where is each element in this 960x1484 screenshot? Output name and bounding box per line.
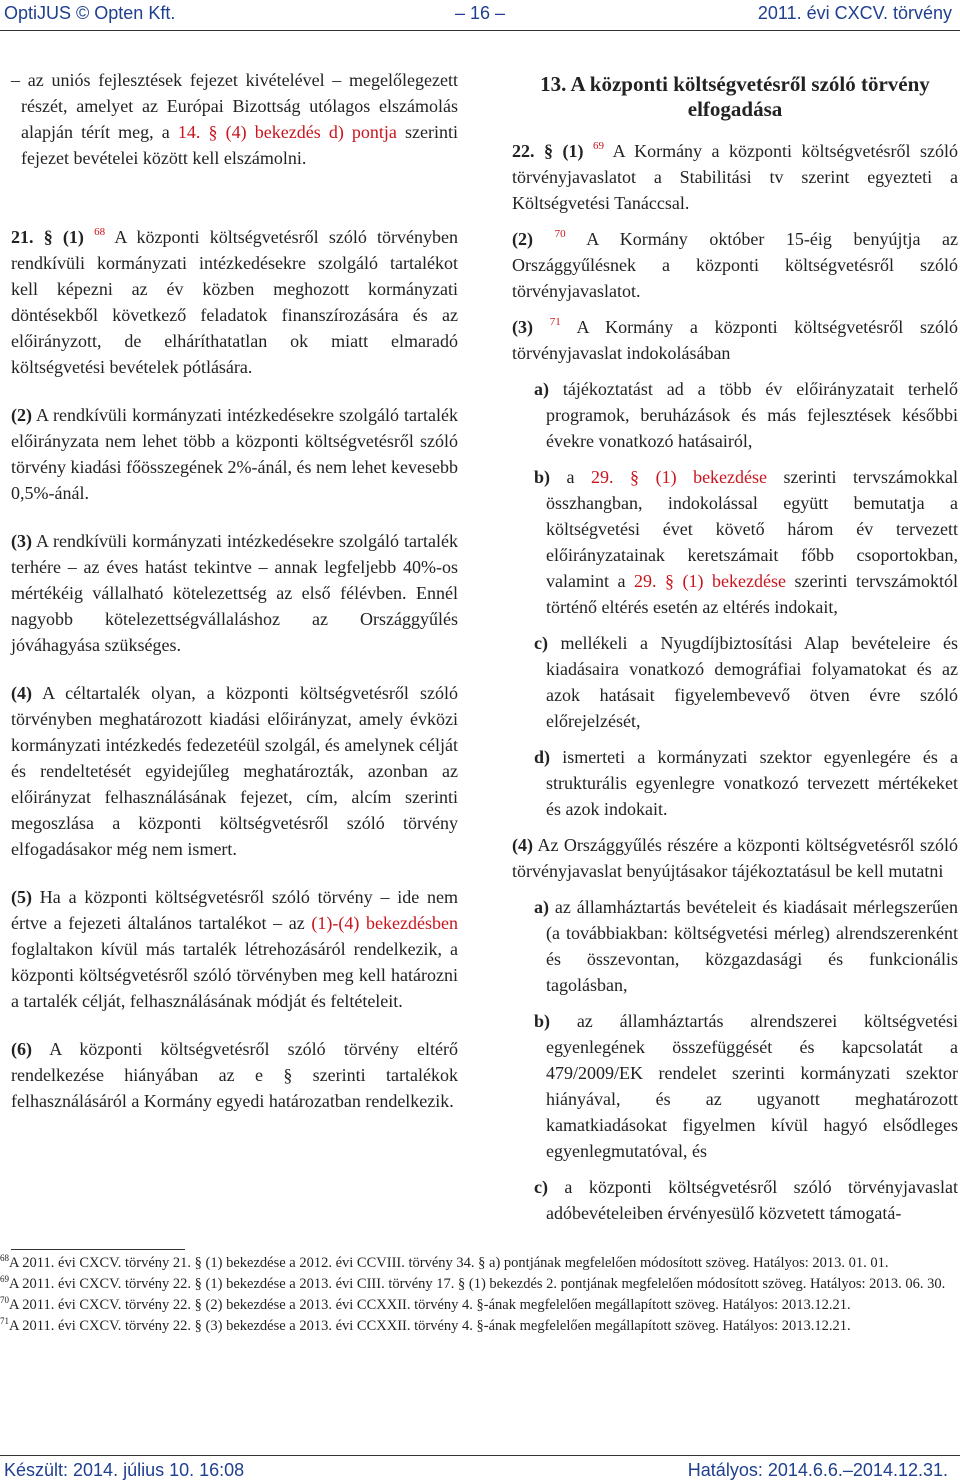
footnote-68 [0, 1253, 958, 1274]
s21-paragraph-3 [11, 528, 458, 658]
s22-p4-point-b [534, 1008, 958, 1164]
s22-p3-text: A Kormány a központi költségvetésről szóló törvényjavaslat indokolásában [512, 317, 958, 363]
s22-p4-points [512, 894, 958, 1226]
footer-created: Készült: 2014. július 10. 16:08 [4, 1460, 245, 1480]
point-b-label: b) [534, 467, 551, 487]
point-a-label: a) [534, 379, 549, 399]
footnote-69-number: 69 [0, 1274, 9, 1284]
s21-p3-text: A rendkívüli kormányzati intézkedésekre szolgáló tartalék terhére – az éves hatást tekintve – annak legfeljebb 40%-os mértékéig vállalható kötelezettség az első félévben. Ennél nagyobb kötelezettségvállaláshoz az Országgyűlés jóváhagyása szükséges. [11, 531, 458, 655]
intro-paragraph [11, 67, 458, 171]
section-29-link-1[interactable]: 29. § (1) bekezdése [591, 467, 768, 487]
p4-point-a-text: az államháztartás bevételeit és kiadásait mérlegszerűen (a továbbiakban: költségvetési mérleg) alrendszerenként és összevontan, közgazdasági és funkcionális tagolásban, [546, 897, 959, 995]
s22-p3-points [512, 376, 958, 822]
s21-p1-4-link[interactable]: (1)-(4) bekezdésben [311, 913, 458, 933]
s21-p3-label: (3) [11, 531, 32, 551]
header-divider [0, 30, 960, 31]
s22-p4-text: Az Országgyűlés részére a központi költségvetésről szóló törvényjavaslat benyújtásakor tájékoztatásul be kell mutatni [512, 835, 958, 881]
s21-p2-text: A rendkívüli kormányzati intézkedésekre szolgáló tartalék előirányzata nem lehet több a központi költségvetésről szóló törvény kiadási főösszegének 2%-ánál, és nem lehet kevesebb 0,5%-ánál. [11, 405, 458, 503]
intro-text: – az uniós fejlesztések fejezet kivételével – megelőlegezett részét, amelyet az Európai Bizottság utólagos elszámolás alapján térít meg, a [11, 70, 458, 142]
right-column [512, 67, 958, 1226]
s22-p3-point-a [534, 376, 958, 454]
footnote-68-text: A 2011. évi CXCV. törvény 21. § (1) bekezdése a 2012. évi CCVIII. törvény 34. § a) pontjának megfelelően módosított szöveg. Hatályos: 2013. 01. 01. [9, 1255, 889, 1271]
s21-paragraph-2 [11, 402, 458, 506]
p4-point-b-text: az államháztartás alrendszerei költségvetési egyenlegének összefüggését és kapcsolatát a 479/2009/EK rendelet szerinti kormányzati szektor hiányával, és az ugyanott meghatározott kamatkiadásokat figyelmen kívül hagyó elsődleges egyenlegmutatóval, és [546, 1011, 959, 1161]
footnote-ref-69[interactable]: 69 [593, 140, 605, 152]
header-publisher: OptiJUS © Opten Kft. [4, 3, 176, 23]
s22-p2-label: (2) [512, 229, 533, 249]
point-b-text-b: szerinti tervszámokkal összhangban, indokolással együtt bemutatja a költségvetési évet követő három év tervezett előirányzatainak keretszámait főbb csoportokban, valamint a [546, 467, 958, 591]
s21-paragraph-6 [11, 1036, 458, 1114]
section-14-link[interactable]: 14. § (4) bekezdés d) pontja [177, 122, 397, 142]
section-29-link-2[interactable]: 29. § (1) bekezdése [634, 571, 787, 591]
footnote-70 [0, 1295, 958, 1316]
s21-p5-text-b: foglaltakon kívül más tartalék létrehozásáról rendelkezik, a központi költségvetésről szóló törvényben meg kell határozni a tartalék célját, felhasználásának módját és feltételeit. [11, 939, 458, 1011]
s22-p4-label: (4) [512, 835, 533, 855]
s21-p2-label: (2) [11, 405, 32, 425]
page-header [0, 0, 960, 30]
s22-paragraph-4 [512, 832, 958, 884]
s22-paragraph-1 [512, 138, 958, 216]
footnote-69-text: A 2011. évi CXCV. törvény 22. § (1) bekezdése a 2013. évi CIII. törvény 17. § (1) bekezdés 2. pontjának megfelelően módosított szöveg. Hatályos: 2013. 06. 30. [9, 1276, 946, 1292]
header-page-number: – 16 – [455, 3, 506, 23]
p4-point-b-label: b) [534, 1011, 551, 1031]
left-column [11, 67, 458, 1114]
footer-divider [0, 1455, 960, 1456]
s21-paragraph-1 [11, 224, 458, 380]
s22-paragraph-2 [512, 226, 958, 304]
point-a-text: tájékoztatást ad a több év előirányzatait terhelő programok, beruházások és más fejlesztések későbbi évekre vonatkozó hatásairól, [546, 379, 958, 451]
p4-point-c-text: a központi költségvetésről szóló törvényjavaslat adóbevételeiben érvényesülő közvetett támogatá- [546, 1177, 958, 1223]
footnote-71 [0, 1316, 958, 1337]
footnote-divider [11, 1249, 185, 1250]
footnotes [0, 1253, 958, 1337]
s22-p4-point-c [534, 1174, 958, 1226]
s22-p3-point-d [534, 744, 958, 822]
s22-paragraph-3 [512, 314, 958, 366]
s21-p4-label: (4) [11, 683, 32, 703]
footnote-69 [0, 1274, 958, 1295]
point-b-text-a: a [566, 467, 575, 487]
s21-p5-text-a: Ha a központi költségvetésről szóló törvény – ide nem értve a fejezeti általános tartalékot – az [11, 887, 459, 933]
p4-point-c-label: c) [534, 1177, 548, 1197]
s22-p2-text: A Kormány október 15-éig benyújtja az Országgyűlésnek a központi költségvetésről szóló törvényjavaslatot. [512, 229, 959, 301]
s21-p5-label: (5) [11, 887, 32, 907]
s22-p3-point-c [534, 630, 958, 734]
point-c-text: mellékeli a Nyugdíjbiztosítási Alap bevételeire és kiadásaira vonatkozó demográfiai folyamatokat és az azok hatásait figyelembevevő ötven évre szóló előrejelzését, [546, 633, 959, 731]
footnote-70-text: A 2011. évi CXCV. törvény 22. § (2) bekezdése a 2013. évi CCXXII. törvény 4. §-ának megfelelően megállapított szöveg. Hatályos: 2013.12.21. [9, 1297, 851, 1313]
point-d-text: ismerteti a kormányzati szektor egyenlegére és a strukturális egyenlegre vonatkozó tervezett mértékeket és azok indokait. [546, 747, 959, 819]
s21-number: 21. § [11, 227, 53, 247]
footnote-70-number: 70 [0, 1295, 9, 1305]
footnote-68-number: 68 [0, 1253, 9, 1263]
s22-number: 22. § [512, 141, 554, 161]
s22-p1-label: (1) [562, 141, 584, 161]
section-13-title: 13. A központi költségvetésről szóló törvény elfogadása [540, 72, 930, 121]
s21-paragraph-4 [11, 680, 458, 862]
footer-effective: Hatályos: 2014.6.6.–2014.12.31. [687, 1460, 948, 1480]
point-b-text-c: szerinti tervszámoktól történő eltérés esetén az eltérés indokait, [546, 571, 958, 617]
s22-p1-text: A Kormány a központi költségvetésről szóló törvényjavaslatot a Stabilitási tv szerint egyezteti a Költségvetési Tanáccsal. [512, 141, 959, 213]
footnote-71-text: A 2011. évi CXCV. törvény 22. § (3) bekezdése a 2013. évi CCXXII. törvény 4. §-ának megfelelően megállapított szöveg. Hatályos: 2013.12.21. [9, 1318, 851, 1334]
s21-p1-label: (1) [62, 227, 84, 247]
intro-end-text: szerinti fejezet bevételei között kell elszámolni. [21, 122, 459, 168]
footnote-ref-71[interactable]: 71 [549, 316, 561, 328]
footnote-ref-70[interactable]: 70 [554, 228, 566, 240]
s21-p4-text: A céltartalék olyan, a központi költségvetésről szóló törvényben meghatározott kiadási előirányzat, amely évközi kormányzati intézkedés fedezetéül szolgál, és amelynek célját és rendeltetését egyidejűleg meghatározták, azonban az előirányzat felhasználásának fejezet, cím, alcím szerinti megoszlása a központi költségvetésről szóló törvény elfogadásakor még nem ismert. [11, 683, 458, 859]
s22-p4-point-a [534, 894, 958, 998]
footnote-71-number: 71 [0, 1316, 9, 1326]
header-law-title: 2011. évi CXCV. törvény [757, 3, 952, 23]
s21-paragraph-5 [11, 884, 458, 1014]
s21-p1-text: A központi költségvetésről szóló törvényben rendkívüli kormányzati intézkedésekre szolgáló tartalékot kell képezni az év közben meghozott kormányzati döntésekből következő feladatok finanszírozására és az előirányzott, de elháríthatatlan ok miatt elmaradó költségvetési bevételek pótlására. [11, 227, 459, 377]
s21-p6-label: (6) [11, 1039, 32, 1059]
s21-p6-text: A központi költségvetésről szóló törvény eltérő rendelkezése hiányában az e § szerinti tartalékok felhasználásáról a Kormány egyedi határozatban rendelkezik. [11, 1039, 458, 1111]
point-c-label: c) [534, 633, 548, 653]
s22-p3-label: (3) [512, 317, 533, 337]
point-d-label: d) [534, 747, 551, 767]
footnote-ref-68[interactable]: 68 [94, 226, 106, 238]
s22-p3-point-b [534, 464, 958, 620]
p4-point-a-label: a) [534, 897, 549, 917]
